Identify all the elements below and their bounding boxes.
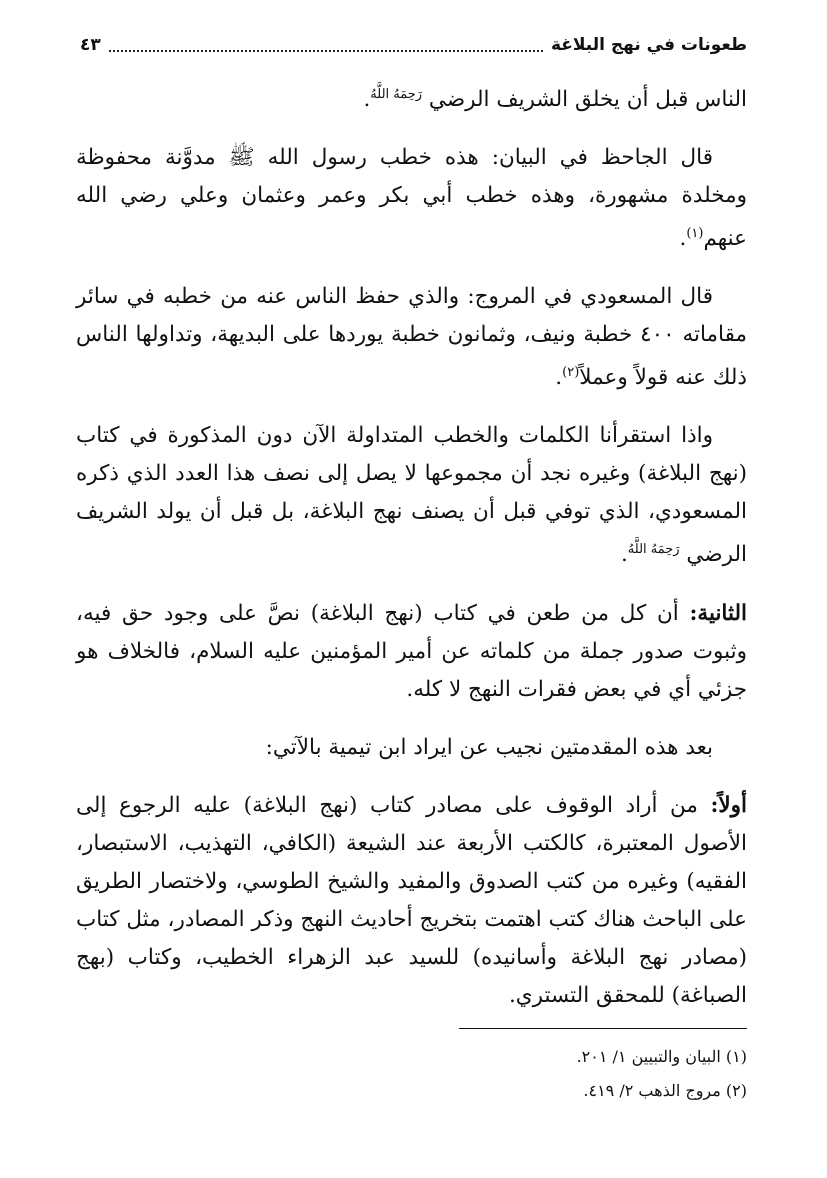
paragraph-transition: بعد هذه المقدمتين نجيب عن ايراد ابن تيمية بالآتي: [265,734,713,760]
honorific-mark: رَحِمَهُ اللَّهُ [627,542,680,558]
footnotes [76,1040,747,1108]
paragraph-lead: أولاً: [710,792,747,818]
paragraph-second-premise: الثانية: أن كل من طعن في كتاب (نهج البلاغة) نصَّ على وجود حق فيه، وثبوت صدور جملة من كلماته عن أمير المؤمنين عليه السلام، فالخلاف هو جزئي أي في بعض فقرات النهج لا كله. [76,600,747,702]
paragraph-first-answer: أولاً: من أراد الوقوف على مصادر كتاب (نهج البلاغة) عليه الرجوع إلى الأصول المعتبرة، كالكتب الأربعة عند الشيعة (الكافي، التهذيب، الاستبصار، الفقيه) وغيره من كتب الصدوق والمفيد والشيخ الطوسي، ولاختصار الطريق على الباحث هناك كتب اهتمت بتخريج أحاديث النهج وذكر المصادر، مثل كتاب (مصادر نهج البلاغة وأسانيده) للسيد عبد الزهراء الخطيب، وكتاب (بهج الصباغة) للمحقق التستري. [76,792,747,1008]
paragraph-masudi: قال المسعودي في المروج: والذي حفظ الناس عنه من خطبه في سائر مقاماته ٤٠٠ خطبة ونيف، وثمانون خطبة يوردها على البديهة، وتداولها الناس ذلك عنه قولاً وعملاً$^{(٢)}$. [76,284,747,391]
honorific-mark: رَحِمَهُ اللَّهُ [370,87,423,102]
paragraph-lead: الثانية: [689,600,747,626]
paragraph-extrapolation: واذا استقرأنا الكلمات والخطب المتداولة الآن دون المذكورة في كتاب (نهج البلاغة) وغيره نجد أن مجموعها لا يصل إلى نصف هذا العدد الذي ذكره المسعودي، الذي توفي قبل أن يصنف نهج البلاغة، بل قبل أن يولد الشريف الرضي $^{رَحِمَهُ اللَّهُ}$. [76,423,747,568]
paragraph-continuation: الناس قبل أن يخلق الشريف الرضي $^{رَحِمَهُ اللَّهُ}$. [363,87,747,113]
page-number: ٤٣ [80,35,101,55]
running-title: طعونات في نهج البلاغة [550,35,747,55]
footnote-separator [459,1028,747,1029]
footnote-2: (٢) مروج الذهب ٢/ ٤١٩. [583,1081,747,1100]
footnote-ref-1[interactable]: (١) [686,226,704,242]
paragraph-jahiz: قال الجاحظ في البيان: هذه خطب رسول الله ﷺ مدوَّنة محفوظة ومخلدة مشهورة، وهذه خطب أبي بكر وعمر وعثمان وعلي رضي الله عنهم$^{(١)}$. [76,145,747,252]
footnote-1: (١) البيان والتبيين ١/ ٢٠١. [576,1047,747,1066]
page-header [80,30,747,60]
dotted-leader [109,38,543,52]
body-text [76,76,747,1035]
footnote-ref-2[interactable]: (٢) [562,365,580,381]
